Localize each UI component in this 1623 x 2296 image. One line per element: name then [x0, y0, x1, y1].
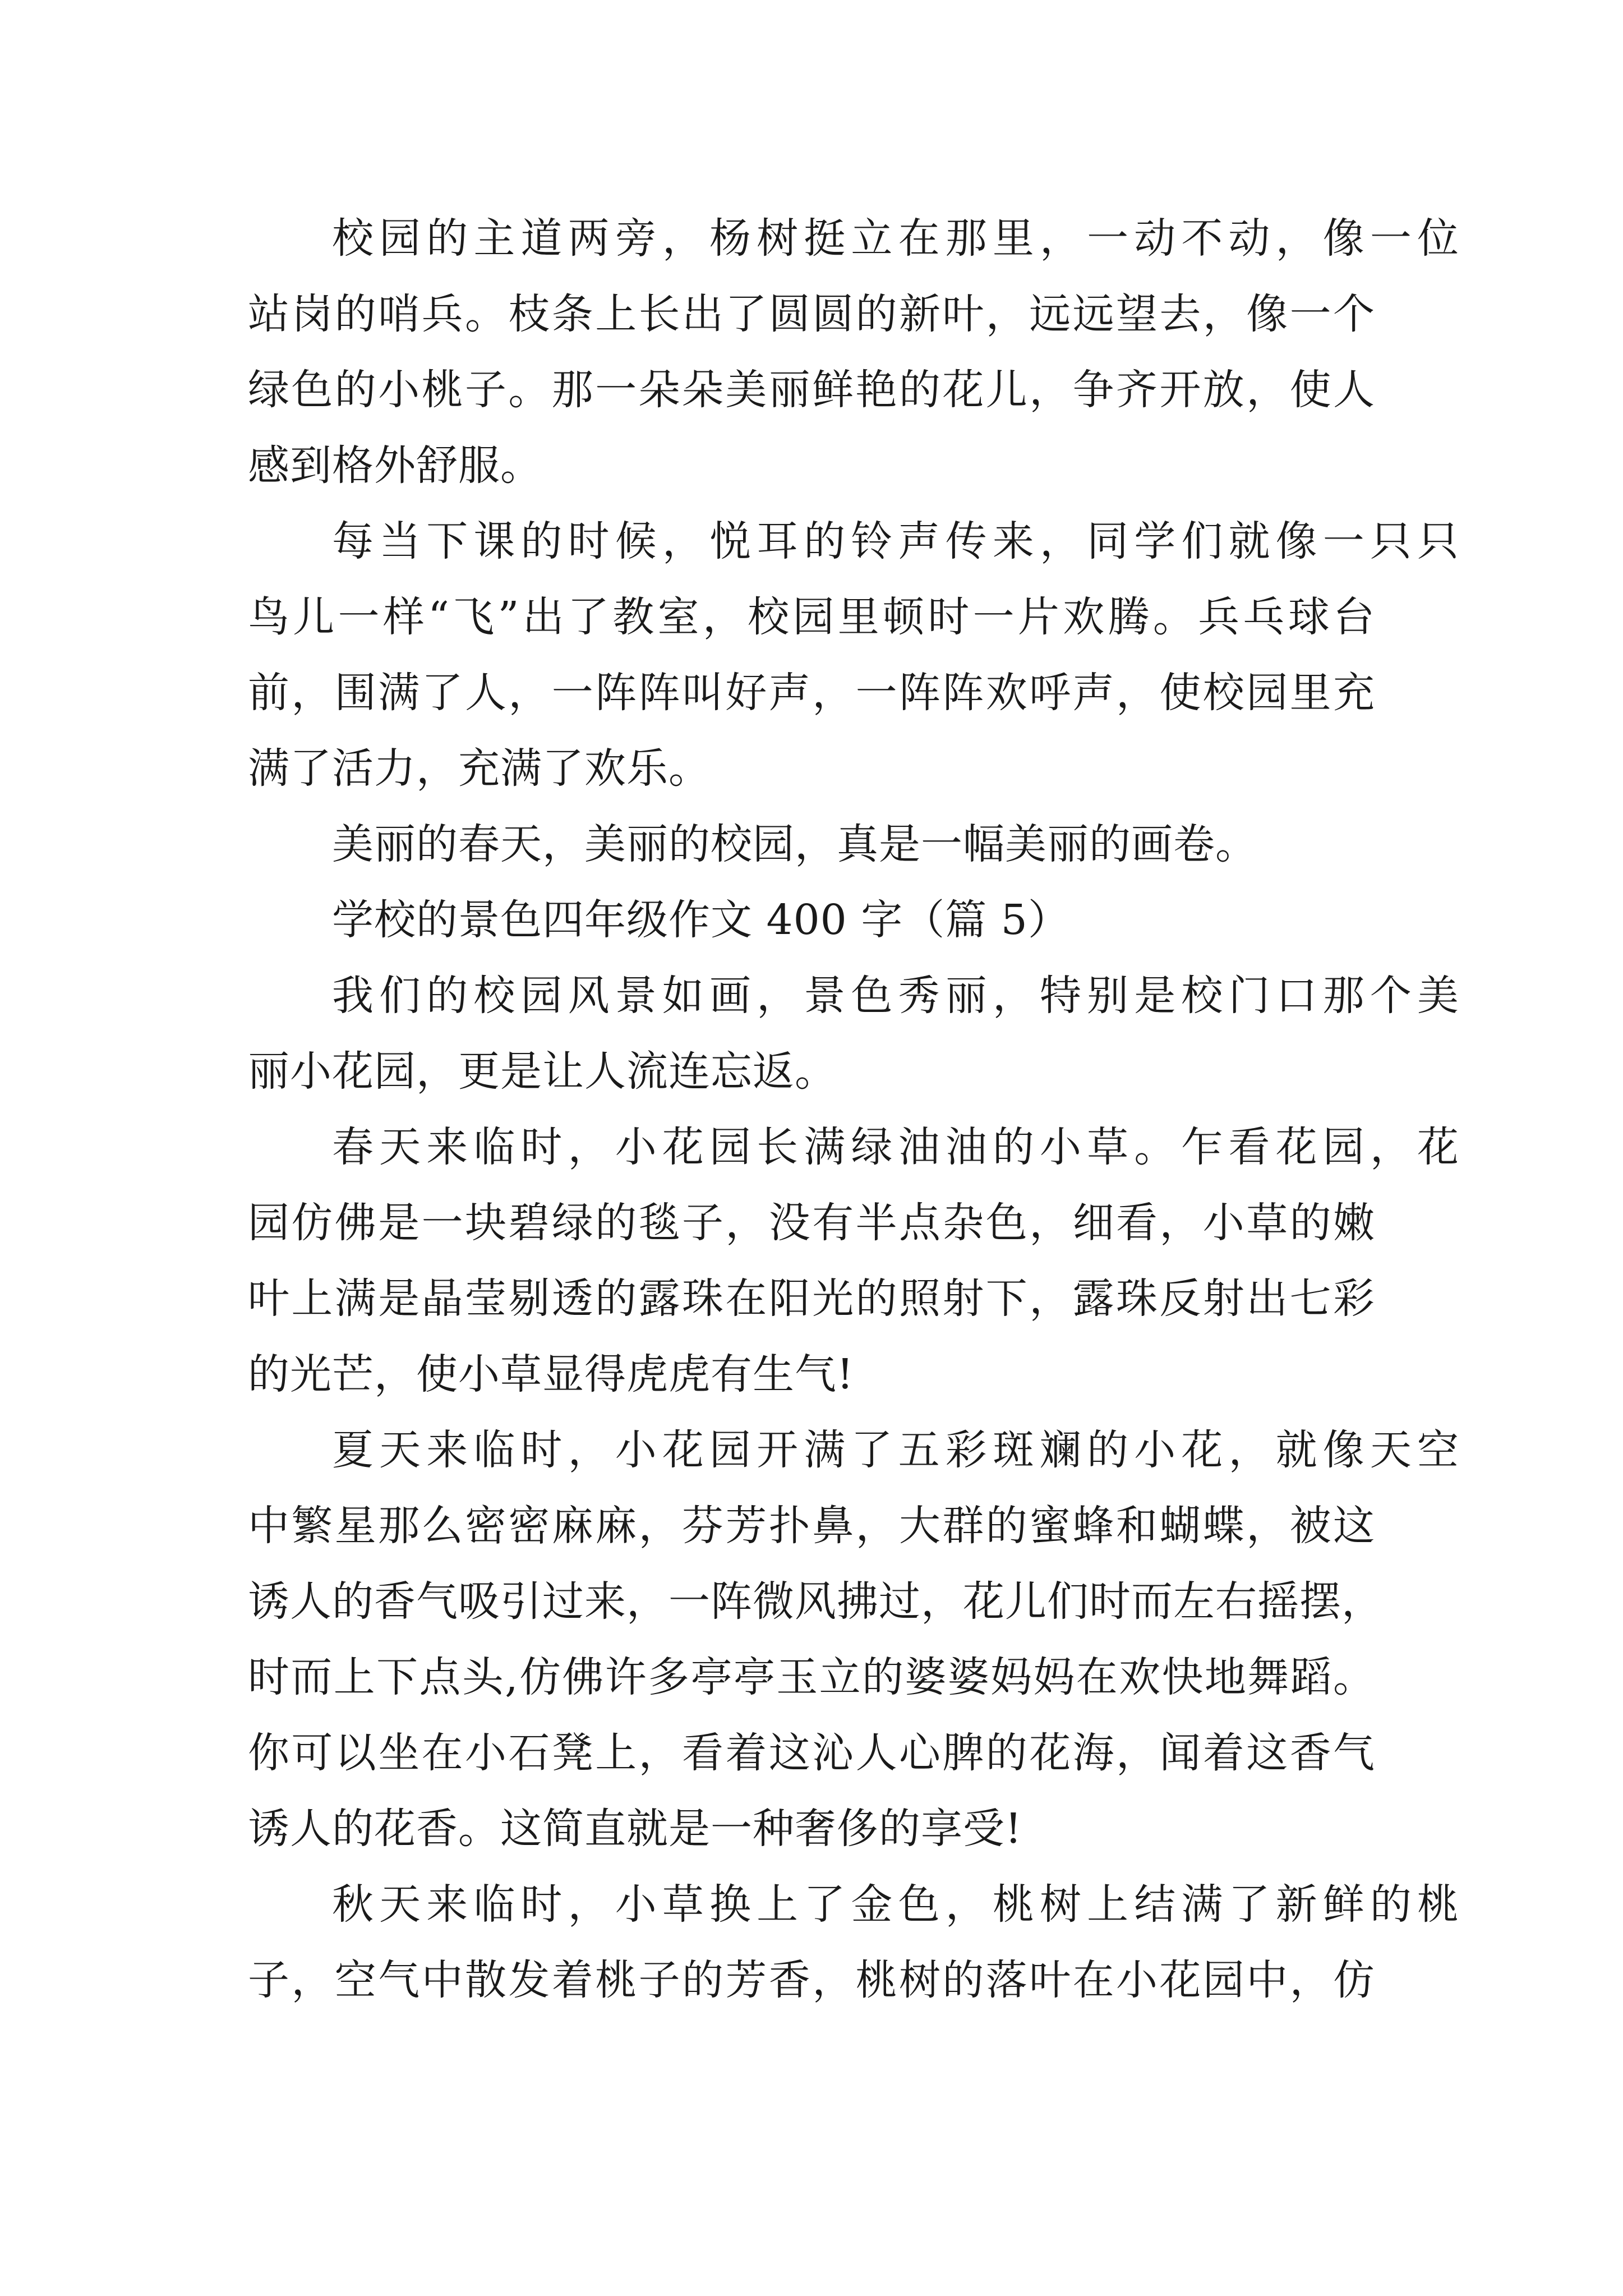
- text-line: 子，空气中散发着桃子的芳香，桃树的落叶在小花园中，仿: [248, 1956, 1375, 2004]
- text-line: 夏天来临时，小花园开满了五彩斑斓的小花，就像天空: [332, 1426, 1459, 1474]
- text-line: 的光芒，使小草显得虎虎有生气!: [248, 1350, 854, 1398]
- text-line: 秋天来临时，小草换上了金色，桃树上结满了新鲜的桃: [332, 1880, 1459, 1929]
- text-line: 鸟儿一样“飞”出了教室，校园里顿时一片欢腾。兵乓球台: [248, 593, 1375, 641]
- text-line: 园仿佛是一块碧绿的毯子，没有半点杂色，细看，小草的嫩: [248, 1199, 1375, 1247]
- text-line: 每当下课的时候，悦耳的铃声传来，同学们就像一只只: [332, 517, 1459, 565]
- text-line: 时而上下点头,仿佛许多亭亭玉立的婆婆妈妈在欢快地舞蹈。: [248, 1653, 1375, 1701]
- text-line: 叶上满是晶莹剔透的露珠在阳光的照射下，露珠反射出七彩: [248, 1274, 1375, 1323]
- text-line: 诱人的香气吸引过来，一阵微风拂过，花儿们时而左右摇摆，: [248, 1577, 1384, 1626]
- text-line: 春天来临时，小花园长满绿油油的小草。乍看花园，花: [332, 1123, 1459, 1171]
- text-line: 诱人的花香。这简直就是一种奢侈的享受!: [248, 1805, 1022, 1853]
- text-line: 前，围满了人，一阵阵叫好声，一阵阵欢呼声，使校园里充: [248, 669, 1375, 717]
- text-line: 感到格外舒服。: [248, 441, 542, 490]
- text-line: 校园的主道两旁，杨树挺立在那里，一动不动，像一位: [332, 214, 1459, 263]
- text-line: 站岗的哨兵。枝条上长出了圆圆的新叶，远远望去，像一个: [248, 290, 1375, 338]
- text-line: 我们的校园风景如画，景色秀丽，特别是校门口那个美: [332, 972, 1459, 1020]
- text-line: 中繁星那么密密麻麻，芬芳扑鼻，大群的蜜蜂和蝴蝶，被这: [248, 1502, 1375, 1550]
- section-heading: 学校的景色四年级作文 400 字（篇 5）: [332, 896, 1070, 944]
- text-line: 满了活力，充满了欢乐。: [248, 744, 711, 793]
- text-line: 你可以坐在小石凳上，看着这沁人心脾的花海，闻着这香气: [248, 1729, 1375, 1777]
- text-line: 绿色的小桃子。那一朵朵美丽鲜艳的花儿，争齐开放，使人: [248, 366, 1375, 414]
- text-line: 丽小花园，更是让人流连忘返。: [248, 1047, 837, 1096]
- text-line: 美丽的春天，美丽的校园，真是一幅美丽的画卷。: [332, 820, 1257, 868]
